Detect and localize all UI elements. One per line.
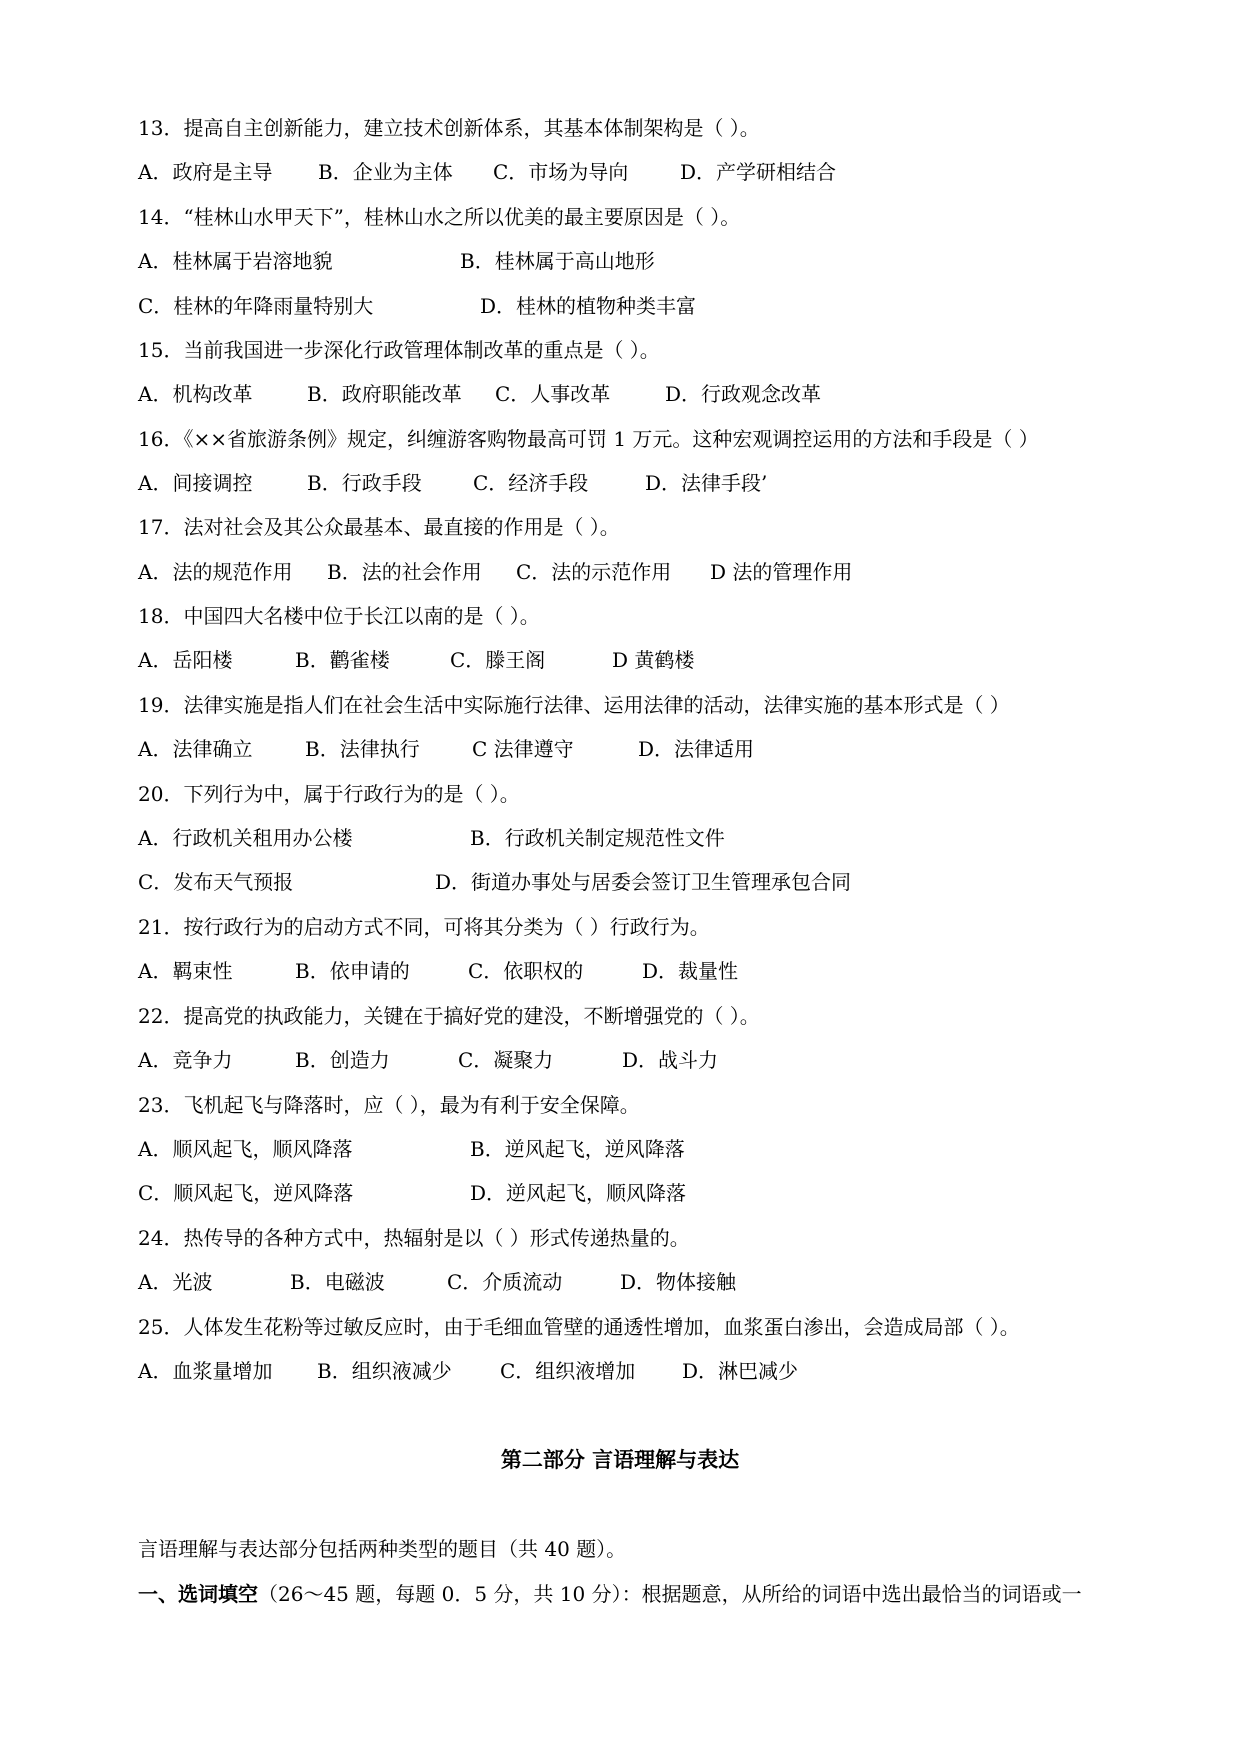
option-24-a: A．光波 [138, 1270, 213, 1294]
question-13 [138, 114, 760, 142]
option-16-b: B．行政手段 [307, 471, 422, 495]
option-24-c: C．介质流动 [447, 1270, 563, 1294]
question-text: 中国四大名楼中位于长江以南的是（ ）。 [183, 604, 540, 628]
option-18-c: C．滕王阁 [450, 648, 546, 672]
option-16-d: D．法律手段’ [645, 471, 768, 495]
option-13-a: A．政府是主导 [138, 160, 273, 184]
option-25-b: B．组织液减少 [317, 1359, 452, 1383]
option-16-c: C．经济手段 [473, 471, 589, 495]
option-15-c: C．人事改革 [495, 382, 611, 406]
option-19-c: C 法律遵守 [472, 737, 574, 761]
question-text: 法对社会及其公众最基本、最直接的作用是（ ）。 [183, 515, 620, 539]
question-text: 下列行为中，属于行政行为的是（ ）。 [183, 782, 520, 806]
option-25-c: C．组织液增加 [500, 1359, 636, 1383]
question-20 [138, 780, 520, 808]
option-23-a: A．顺风起飞，顺风降落 [138, 1137, 353, 1161]
option-17-b: B．法的社会作用 [327, 560, 482, 584]
question-text: 按行政行为的启动方式不同，可将其分类为（ ）行政行为。 [183, 915, 710, 939]
question-number: 21． [138, 915, 184, 939]
option-25-d: D．淋巴减少 [682, 1359, 799, 1383]
option-13-c: C．市场为导向 [493, 160, 629, 184]
question-21 [138, 913, 710, 941]
option-15-a: A．机构改革 [138, 382, 253, 406]
question-text: 当前我国进一步深化行政管理体制改革的重点是（ ）。 [183, 338, 660, 362]
option-21-c: C．依职权的 [468, 959, 584, 983]
question-15 [138, 336, 660, 364]
question-25 [138, 1313, 1020, 1341]
question-number: 14． [138, 205, 184, 229]
question-text: 提高党的执政能力，关键在于搞好党的建没，不断增强党的（ ）。 [183, 1004, 760, 1028]
question-text: 法律实施是指人们在社会生活中实际施行法律、运用法律的活动，法律实施的基本形式是（ ） [183, 693, 1010, 717]
part1-text: （26～45 题，每题 0．5 分，共 10 分）：根据题意，从所给的词语中选出最恰当的词语或一 [258, 1582, 1082, 1606]
option-19-d: D．法律适用 [638, 737, 755, 761]
option-24-d: D．物体接触 [620, 1270, 737, 1294]
question-number: 19． [138, 693, 184, 717]
option-19-b: B．法律执行 [305, 737, 420, 761]
question-number: 22． [138, 1004, 184, 1028]
option-21-a: A．羁束性 [138, 959, 233, 983]
option-17-d: D 法的管理作用 [710, 560, 853, 584]
option-14-b: B．桂林属于高山地形 [460, 249, 655, 273]
question-number: 25． [138, 1315, 184, 1339]
option-17-c: C．法的示范作用 [516, 560, 672, 584]
option-23-c: C．顺风起飞，逆风降落 [138, 1181, 354, 1205]
question-text: 提高自主创新能力，建立技术创新体系，其基本体制架构是（ ）。 [183, 116, 760, 140]
question-16 [138, 425, 1039, 453]
part1-heading: 一、选词填空 [138, 1582, 258, 1606]
option-20-b: B．行政机关制定规范性文件 [470, 826, 725, 850]
question-14 [138, 203, 740, 231]
question-text: 人体发生花粉等过敏反应时，由于毛细血管壁的通透性增加，血浆蛋白渗出，会造成局部（ ）。 [183, 1315, 1020, 1339]
question-number: 24． [138, 1226, 184, 1250]
question-23 [138, 1091, 640, 1119]
option-22-d: D．战斗力 [622, 1048, 719, 1072]
question-24 [138, 1224, 690, 1252]
option-14-a: A．桂林属于岩溶地貌 [138, 249, 333, 273]
question-19 [138, 691, 1010, 719]
question-text: 《××省旅游条例》规定，纠缠游客购物最高可罚 1 万元。这种宏观调控运用的方法和手段是（ ） [183, 427, 1039, 451]
option-19-a: A．法律确立 [138, 737, 253, 761]
question-number: 15． [138, 338, 184, 362]
option-20-d: D．街道办事处与居委会签订卫生管理承包合同 [435, 870, 852, 894]
option-24-b: B．电磁波 [290, 1270, 385, 1294]
option-21-d: D．裁量性 [642, 959, 739, 983]
option-20-a: A．行政机关租用办公楼 [138, 826, 353, 850]
option-14-d: D．桂林的植物种类丰富 [480, 294, 697, 318]
option-22-c: C．凝聚力 [458, 1048, 554, 1072]
section-title: 第二部分 言语理解与表达 [500, 1447, 740, 1472]
option-23-d: D．逆风起飞，顺风降落 [470, 1181, 687, 1205]
option-21-b: B．依申请的 [295, 959, 410, 983]
question-text: 飞机起飞与降落时，应（ ），最为有利于安全保障。 [183, 1093, 640, 1117]
question-22 [138, 1002, 760, 1030]
option-16-a: A．间接调控 [138, 471, 253, 495]
option-25-a: A．血浆量增加 [138, 1359, 273, 1383]
section-intro: 言语理解与表达部分包括两种类型的题目（共 40 题）。 [138, 1537, 627, 1561]
option-13-b: B．企业为主体 [318, 160, 453, 184]
option-18-a: A．岳阳楼 [138, 648, 233, 672]
option-15-b: B．政府职能改革 [307, 382, 462, 406]
option-14-c: C．桂林的年降雨量特别大 [138, 294, 374, 318]
option-18-b: B．鹳雀楼 [295, 648, 390, 672]
question-text: “桂林山水甲天下”，桂林山水之所以优美的最主要原因是（ ）。 [183, 205, 741, 229]
question-17 [138, 513, 620, 541]
question-18 [138, 602, 540, 630]
option-23-b: B．逆风起飞，逆风降落 [470, 1137, 685, 1161]
option-22-b: B．创造力 [295, 1048, 390, 1072]
option-18-d: D 黄鹤楼 [612, 648, 695, 672]
option-15-d: D．行政观念改革 [665, 382, 822, 406]
question-number: 16． [138, 427, 184, 451]
option-20-c: C．发布天气预报 [138, 870, 294, 894]
option-22-a: A．竞争力 [138, 1048, 233, 1072]
question-number: 23． [138, 1093, 184, 1117]
question-number: 18． [138, 604, 184, 628]
question-number: 20． [138, 782, 184, 806]
option-13-d: D．产学研相结合 [680, 160, 837, 184]
question-number: 17． [138, 515, 184, 539]
option-17-a: A．法的规范作用 [138, 560, 293, 584]
part1-instructions [138, 1580, 1082, 1608]
question-number: 13． [138, 116, 184, 140]
question-text: 热传导的各种方式中，热辐射是以（ ）形式传递热量的。 [183, 1226, 690, 1250]
